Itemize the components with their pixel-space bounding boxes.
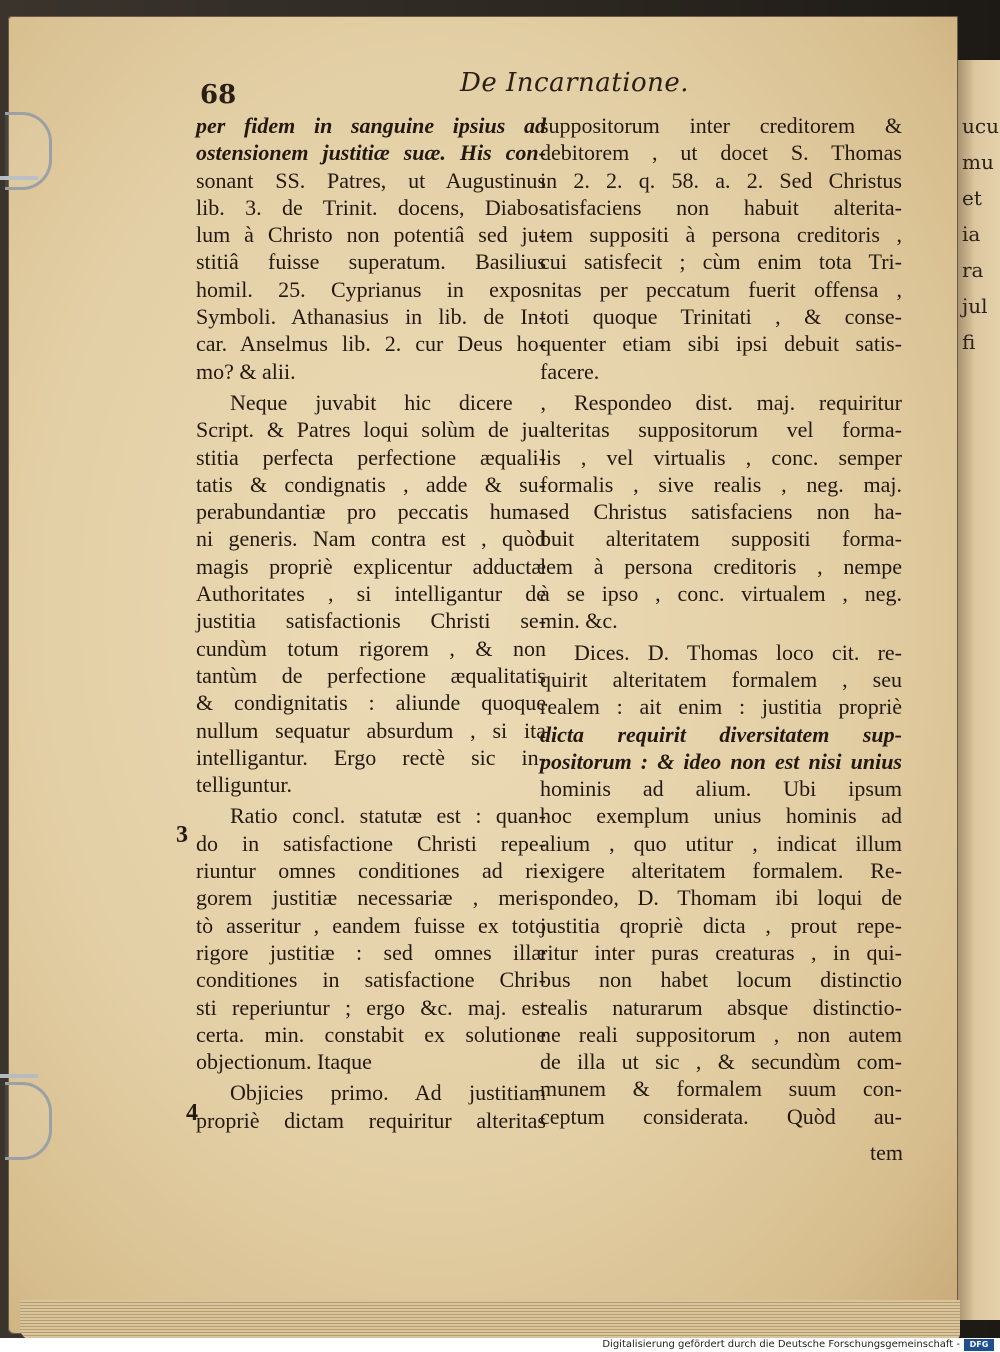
left-column-line: stitiâ fuisse superatum. Basilius <box>196 249 546 275</box>
right-column-line: nitas per peccatum fuerit offensa , <box>540 276 902 302</box>
right-column-line: realis naturarum absque distinctio- <box>540 994 902 1020</box>
left-column-line: tò asseritur , eandem fuisse ex toto <box>196 912 546 938</box>
left-column-line: lum à Christo non potentiâ sed ju- <box>196 222 546 248</box>
left-column-line: riuntur omnes conditiones ad ri- <box>196 858 546 884</box>
left-column-line: sti reperiuntur ; ergo &c. maj. est <box>196 994 546 1020</box>
right-column <box>540 112 902 1130</box>
right-column-line: sed Christus satisfaciens non ha- <box>540 499 902 525</box>
right-column-line: alium , quo utitur , indicat illum <box>540 830 902 856</box>
left-column-line: ostensionem justitiæ suæ. His con- <box>196 140 546 166</box>
right-column-line: ne reali suppositorum , non autem <box>540 1021 902 1047</box>
left-column-line: Neque juvabit hic dicere , <box>230 389 546 415</box>
left-column-line: Authoritates , si intelligantur de <box>196 581 546 607</box>
clip-bar-bottom <box>0 1074 38 1078</box>
facing-page-fragment: ra <box>962 258 984 282</box>
right-column-line: buit alteritatem suppositi forma- <box>540 526 902 552</box>
left-column-line: objectionum. Itaque <box>196 1049 372 1075</box>
paper-clip-top <box>5 112 52 190</box>
left-column-line: Symboli. Athanasius in lib. de In- <box>196 304 546 330</box>
page-block-edge <box>20 1300 960 1340</box>
page-header <box>0 60 1000 110</box>
left-column-line: magis propriè explicentur adductæ <box>196 553 546 579</box>
left-column-line: car. Anselmus lib. 2. cur Deus ho- <box>196 331 546 357</box>
right-column-line: cui satisfecit ; cùm enim tota Tri- <box>540 249 902 275</box>
left-column-line: sonant SS. Patres, ut Augustinus <box>196 167 546 193</box>
left-column-line: nullum sequatur absurdum , si ita <box>196 717 546 743</box>
facing-page-fragment: et <box>962 186 982 210</box>
right-column-line: lis , vel virtualis , conc. semper <box>540 444 902 470</box>
facing-page-fragment: mu <box>962 150 994 174</box>
page-number: 68 <box>200 80 237 110</box>
left-column-line: gorem justitiæ necessariæ , meri- <box>196 885 546 911</box>
left-column-line: do in satisfactione Christi repe- <box>196 830 546 856</box>
facing-page-fragment: jul <box>962 294 988 318</box>
left-column-line: propriè dictam requiritur alteritas <box>196 1107 546 1133</box>
margin-number-3: 3 <box>176 822 188 848</box>
facing-page-fragment: ia <box>962 222 981 246</box>
margin-number-4: 4 <box>186 1100 198 1126</box>
left-column-line: tantùm de perfectione æqualitatis <box>196 662 546 688</box>
right-column-line: exigere alteritatem formalem. Re- <box>540 858 902 884</box>
left-column-line: tatis & condignatis , adde & su- <box>196 471 546 497</box>
right-column-line: Respondeo dist. maj. requiritur <box>574 389 902 415</box>
right-column-line: min. &c. <box>540 608 618 634</box>
left-column-line: Ratio concl. statutæ est : quan- <box>230 803 546 829</box>
right-column-line: dicta requirit diversitatem sup- <box>540 721 902 747</box>
left-column-line: telliguntur. <box>196 772 292 798</box>
left-column-line: justitia satisfactionis Christi se- <box>196 608 546 634</box>
right-column-line: ceptum considerata. Quòd au- <box>540 1103 902 1129</box>
right-column-line: facere. <box>540 358 600 384</box>
right-column-line: in 2. 2. q. 58. a. 2. Sed Christus <box>540 167 902 193</box>
right-column-line: à se ipso , conc. virtualem , neg. <box>540 581 902 607</box>
left-column-line: certa. min. constabit ex solutione <box>196 1021 546 1047</box>
left-column-line: per fidem in sanguine ipsius ad <box>196 113 546 138</box>
right-column-line: alteritas suppositorum vel forma- <box>540 417 902 443</box>
running-head: De Incarnatione. <box>460 68 690 98</box>
left-column-line: stitia perfecta perfectione æquali- <box>196 444 546 470</box>
left-column-line: Objicies primo. Ad justitiam <box>230 1080 546 1106</box>
right-column-line: toti quoque Trinitati , & conse- <box>540 304 902 330</box>
left-column-line: mo? & alii. <box>196 358 296 384</box>
right-column-line: justitia qropriè dicta , prout repe- <box>540 912 902 938</box>
left-column <box>196 112 546 1134</box>
right-column-line: hominis ad alium. Ubi ipsum <box>540 776 902 802</box>
facing-page-text <box>962 108 1000 354</box>
right-column-line: de illa ut sic , & secundùm com- <box>540 1049 902 1075</box>
right-column-line: positorum : & ideo non est nisi unius <box>540 748 902 774</box>
left-column-line: ni generis. Nam contra est , quòd <box>196 526 546 552</box>
right-column-line: quirit alteritatem formalem , seu <box>540 666 902 692</box>
right-column-line: debitorem , ut docet S. Thomas <box>540 140 902 166</box>
right-column-line: bus non habet locum distinctio <box>540 967 902 993</box>
right-column-line: suppositorum inter creditorem & <box>540 113 902 138</box>
left-column-line: conditiones in satisfactione Chri- <box>196 967 546 993</box>
facing-page-fragment: ucu <box>962 114 999 138</box>
right-column-line: munem & formalem suum con- <box>540 1076 902 1102</box>
right-column-line: ritur inter puras creaturas , in qui- <box>540 939 902 965</box>
paper-clip-bottom <box>5 1082 52 1160</box>
footer-credit: Digitalisierung gefördert durch die Deutsche Forschungsgemeinschaft - <box>602 1339 960 1350</box>
right-column-line: Dices. D. Thomas loco cit. re- <box>574 639 902 665</box>
left-column-line: & condignitatis : aliunde quoque <box>196 690 546 716</box>
left-column-line: intelligantur. Ergo rectè sic in- <box>196 744 546 770</box>
right-column-line: realem : ait enim : justitia propriè <box>540 694 902 720</box>
left-column-line: Script. & Patres loqui solùm de ju- <box>196 417 546 443</box>
right-column-line: spondeo, D. Thomam ibi loqui de <box>540 885 902 911</box>
catchword: tem <box>870 1140 903 1165</box>
left-column-line: perabundantiæ pro peccatis huma- <box>196 499 546 525</box>
right-column-line: lem à persona creditoris , nempe <box>540 553 902 579</box>
right-column-line: quenter etiam sibi ipsi debuit satis- <box>540 331 902 357</box>
left-column-line: lib. 3. de Trinit. docens, Diabo- <box>196 194 546 220</box>
footer-bar <box>0 1338 1000 1352</box>
dfg-logo: DFG <box>964 1339 994 1351</box>
left-column-line: cundùm totum rigorem , & non <box>196 635 546 661</box>
left-column-line: homil. 25. Cyprianus in expos. <box>196 276 546 302</box>
right-column-line: satisfaciens non habuit alterita- <box>540 194 902 220</box>
right-column-line: tem suppositi à persona creditoris , <box>540 222 902 248</box>
right-column-line: formalis , sive realis , neg. maj. <box>540 471 902 497</box>
right-column-line: hoc exemplum unius hominis ad <box>540 803 902 829</box>
facing-page-fragment: fi <box>962 330 976 354</box>
left-column-line: rigore justitiæ : sed omnes illæ <box>196 939 546 965</box>
